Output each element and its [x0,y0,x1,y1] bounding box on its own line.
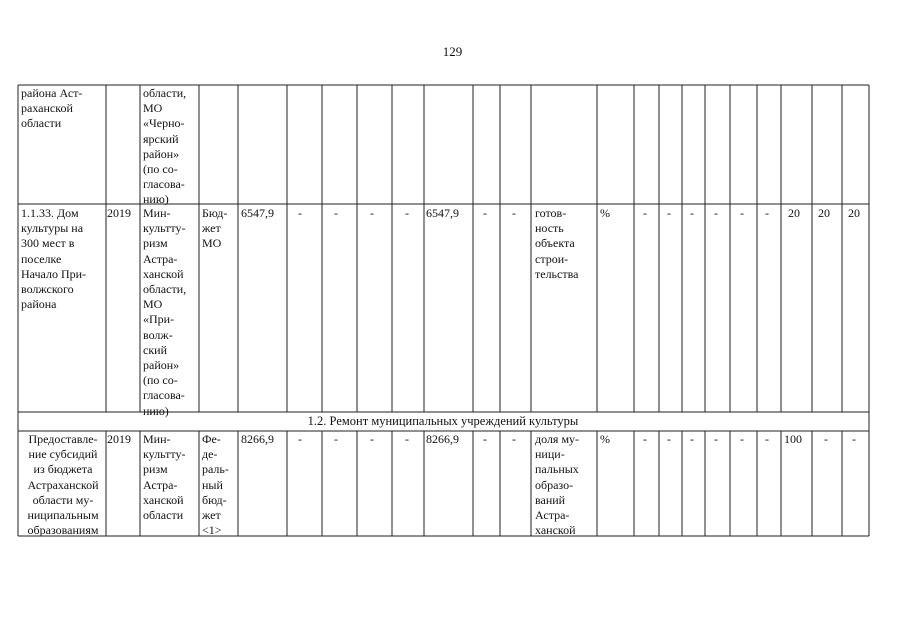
row-1-year: 2019 [107,206,131,220]
row-2-dash-c2: - [690,432,694,446]
row-2-dash-a3: - [405,432,409,446]
row-1-total: 6547,9 [241,206,274,220]
row-1-dash-b1: - [512,206,516,220]
row-1-dash-c1: - [667,206,671,220]
row-1-executor: Мин- культту- ризм Астра- ханской области, МО «При- волж- ский район» (по со- гласова- нию) [143,206,187,418]
row-1-name: 1.1.33. Дом культуры на 300 мест в поселке Начало При- волжского района [21,206,87,312]
row-2-target-1: - [824,432,828,446]
row-2-value2: 8266,9 [426,432,459,446]
row-1-target-2: 20 [848,206,860,220]
row-2-dash-c5: - [765,432,769,446]
row-1-dash-a2: - [370,206,374,220]
row-2-dash-b1: - [512,432,516,446]
row-1-dash-c5: - [765,206,769,220]
row-2-dash-c3: - [714,432,718,446]
row-2-total: 8266,9 [241,432,274,446]
row-2-dash-c0: - [643,432,647,446]
row-2-unit: % [600,432,610,446]
row-0-executor: области, МО «Черно- ярский район» (по со- гласова- нию) [143,86,187,207]
row-1-dash-b0: - [483,206,487,220]
row-2-source: Фе- де- раль- ный бюд- жет <1> [202,432,229,538]
row-1-dash-c0: - [643,206,647,220]
row-1-unit: % [600,206,610,220]
row-1-dash-a1: - [334,206,338,220]
row-1-dash-c2: - [690,206,694,220]
section-heading: 1.2. Ремонт муниципальных учреждений культуры [307,414,579,428]
row-1-dash-c3: - [714,206,718,220]
row-1-target-1: 20 [818,206,830,220]
row-1-dash-a0: - [298,206,302,220]
row-2-target-2: - [852,432,856,446]
row-1-target-0: 20 [788,206,800,220]
row-2-target-0: 100 [784,432,802,446]
row-2-dash-a2: - [370,432,374,446]
row-2-executor: Мин- культту- ризм Астра- ханской области [143,432,186,523]
row-2-dash-b0: - [483,432,487,446]
row-2-dash-c1: - [667,432,671,446]
row-0-name: района Аст- раханской области [21,86,83,131]
page-number: 129 [442,44,463,59]
row-1-dash-c4: - [740,206,744,220]
row-2-dash-a0: - [298,432,302,446]
row-1-value2: 6547,9 [426,206,459,220]
row-2-dash-c4: - [740,432,744,446]
row-1-dash-a3: - [405,206,409,220]
row-1-indicator: готов- ность объекта строи- тельства [535,206,579,281]
row-1-source: Бюд- жет МО [202,206,228,251]
row-2-year: 2019 [107,432,131,446]
row-2-name: Предоставле- ние субсидий из бюджета Астраханской области му- ниципальным образованиям [27,432,99,538]
row-2-dash-a1: - [334,432,338,446]
row-2-indicator: доля му- ници- пальных образо- ваний Астра- ханской [535,432,580,538]
